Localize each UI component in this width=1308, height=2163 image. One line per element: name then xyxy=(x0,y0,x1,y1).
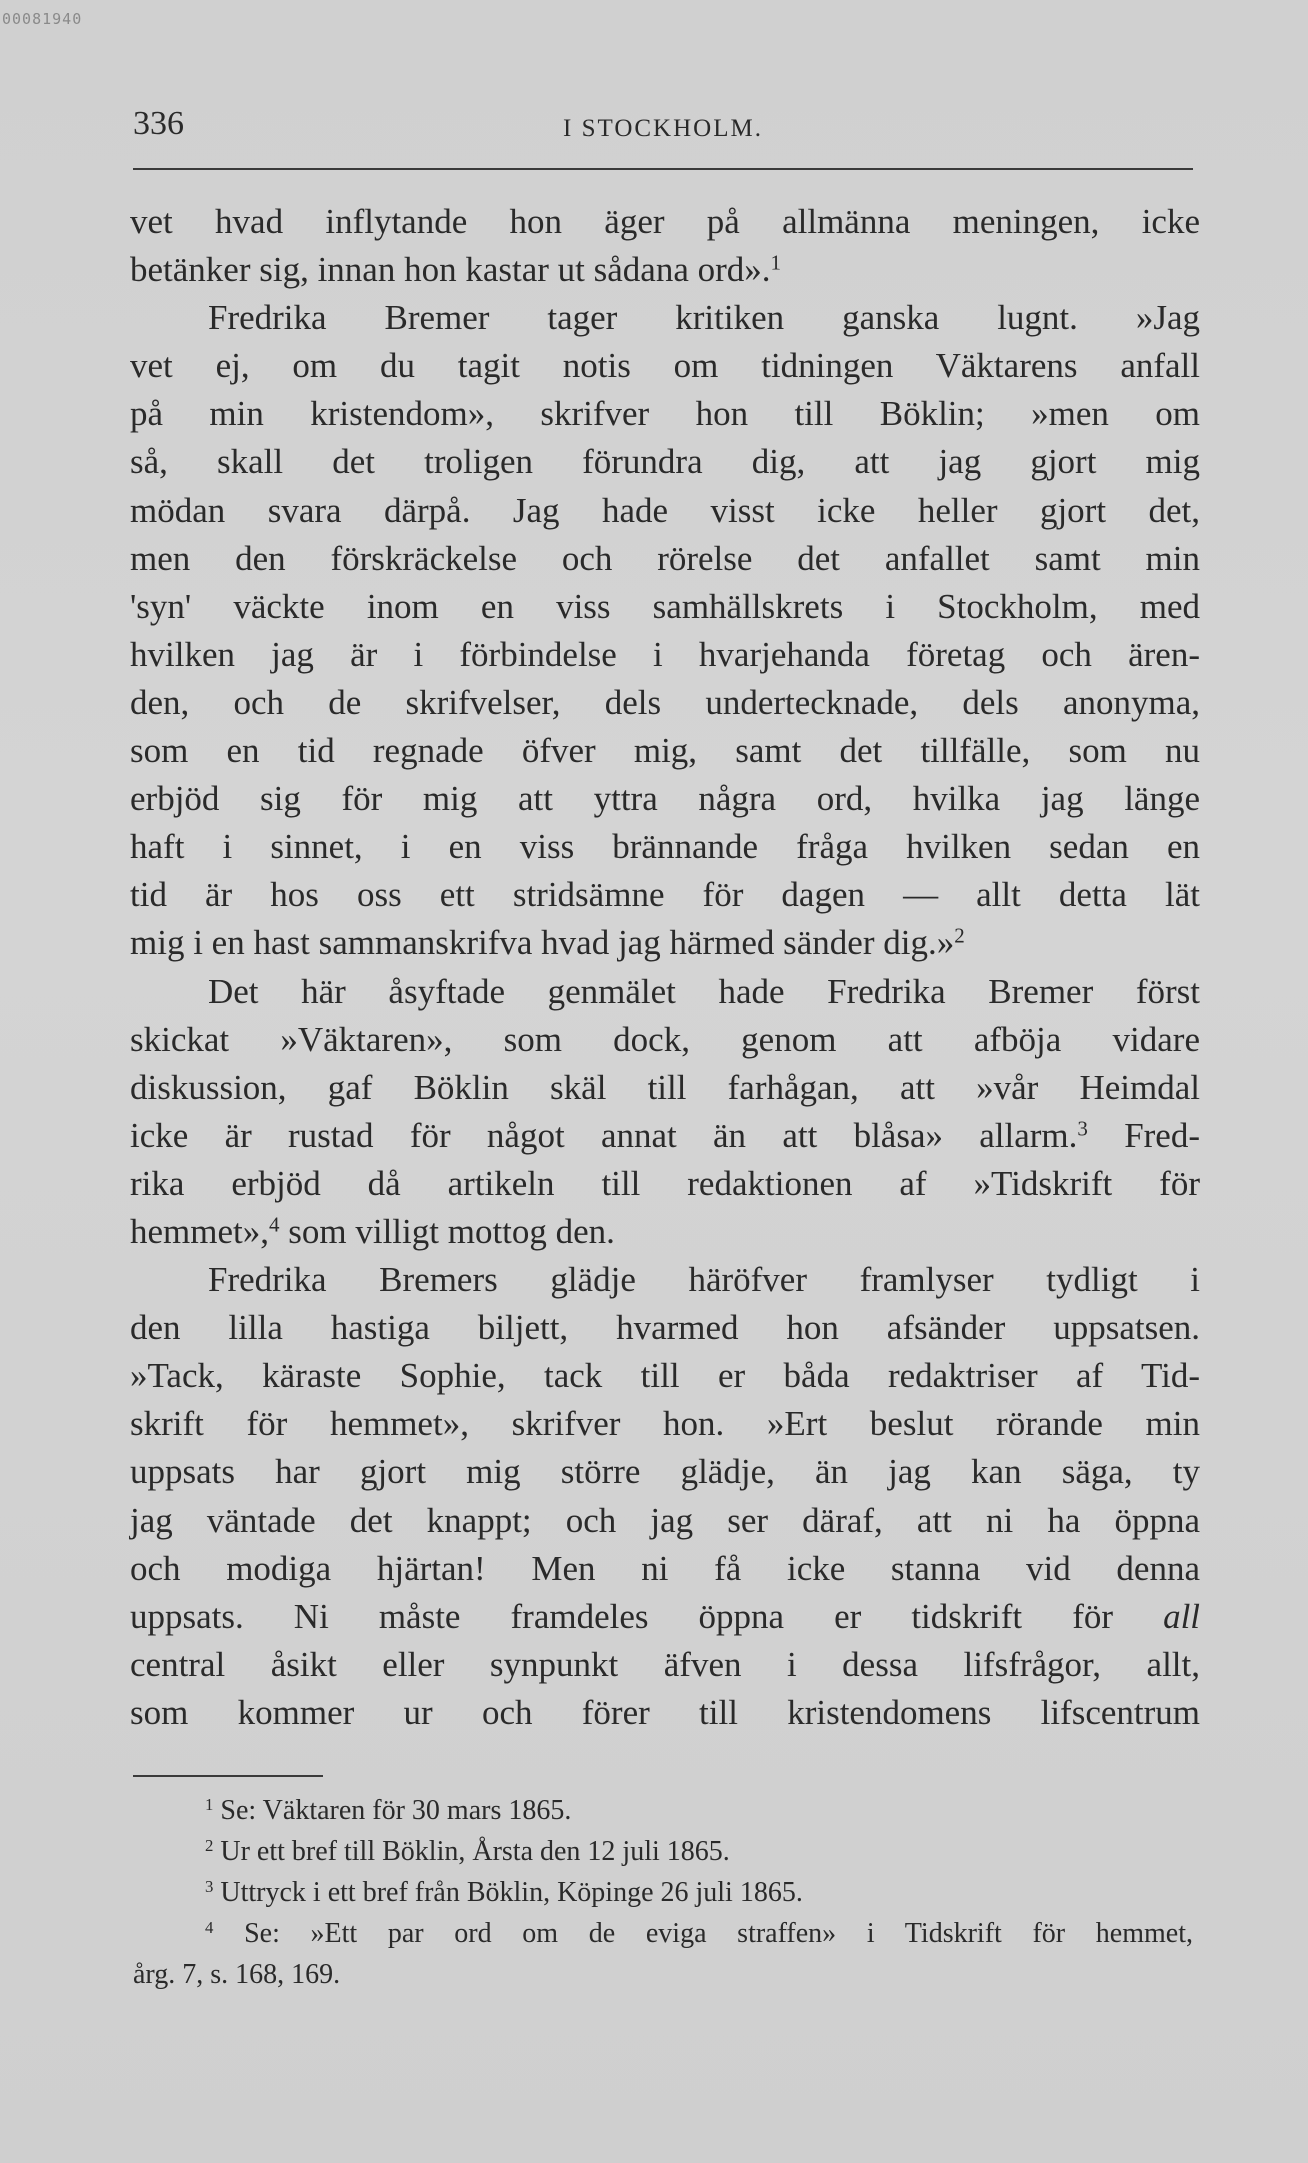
text-line: diskussion, gaf Böklin skäl till farhågan, att »vår Heimdal xyxy=(130,1067,1200,1107)
running-title: I STOCKHOLM. xyxy=(563,115,763,142)
text-line: Fredrika Bremers glädje häröfver framlyser tydligt i xyxy=(208,1260,1200,1300)
footnote-continuation: årg. 7, s. 168, 169. xyxy=(133,1959,341,1990)
text-line: rika erbjöd då artikeln till redaktionen af »Tidskrift för xyxy=(130,1163,1200,1203)
footnote: $^4$ Se: »Ett par ord om de eviga straffen» i Tidskrift för hemmet, xyxy=(205,1917,1194,1949)
text-line: jag väntade det knappt; och jag ser däraf, att ni ha öppna xyxy=(130,1500,1200,1540)
text-line: som en tid regnade öfver mig, samt det tillfälle, som nu xyxy=(130,731,1200,771)
footnote: $^3$ Uttryck i ett bref från Böklin, Köpinge 26 juli 1865. xyxy=(205,1876,803,1908)
footnote-ref: 3 xyxy=(1077,1116,1088,1141)
emphasis: all xyxy=(1163,1596,1201,1636)
text-line: haft i sinnet, i en viss brännande fråga hvilken sedan en xyxy=(130,827,1200,867)
header-rule xyxy=(133,168,1193,170)
text-line: vet hvad inflytande hon äger på allmänna meningen, icke xyxy=(130,202,1200,241)
text-line: hemmet»,$^4$ som villigt mottog den. xyxy=(130,1211,615,1251)
footnote-ref: 4 xyxy=(269,1212,280,1237)
text-line: Det här åsyftade genmälet hade Fredrika Bremer först xyxy=(208,971,1200,1011)
text-line: central åsikt eller synpunkt äfven i dessa lifsfrågor, allt, xyxy=(130,1644,1200,1684)
text-line: så, skall det troligen förundra dig, att jag gjort mig xyxy=(130,442,1200,482)
text-line: erbjöd sig för mig att yttra några ord, hvilka jag länge xyxy=(130,779,1200,819)
page-number: 336 xyxy=(133,105,184,142)
footnote-rule xyxy=(133,1775,323,1777)
text-line: betänker sig, innan hon kastar ut sådana ord».$^1$ xyxy=(130,250,782,290)
text-line: tid är hos oss ett stridsämne för dagen — allt detta lät xyxy=(130,875,1200,915)
text-line: Fredrika Bremer tager kritiken ganska lugnt. »Jag xyxy=(208,298,1200,338)
text-line: mödan svara därpå. Jag hade visst icke heller gjort det, xyxy=(130,490,1200,530)
footnote: $^1$ Se: Väktaren för 30 mars 1865. xyxy=(205,1794,572,1826)
text-line: den, och de skrifvelser, dels undertecknade, dels anonyma, xyxy=(130,682,1200,722)
scan-id: 00081940 xyxy=(2,10,83,28)
text-line: icke är rustad för något annat än att blåsa» allarm.$^3$ Fred- xyxy=(130,1115,1200,1155)
footnote-ref: 1 xyxy=(770,250,782,275)
text-line: uppsats. Ni måste framdeles öppna er tidskrift för all xyxy=(130,1596,1201,1636)
text-line: mig i en hast sammanskrifva hvad jag härmed sänder dig.»$^2$ xyxy=(130,923,965,963)
text-line: »Tack, käraste Sophie, tack till er båda redaktriser af Tid- xyxy=(130,1356,1200,1396)
text-line: som kommer ur och förer till kristendomens lifscentrum xyxy=(130,1692,1200,1732)
text-line: uppsats har gjort mig större glädje, än jag kan säga, ty xyxy=(130,1452,1200,1492)
text-line: vet ej, om du tagit notis om tidningen Väktarens anfall xyxy=(130,346,1200,386)
footnote: $^2$ Ur ett bref till Böklin, Årsta den 12 juli 1865. xyxy=(205,1835,730,1867)
text-line: 'syn' väckte inom en viss samhällskrets i Stockholm, med xyxy=(130,586,1200,626)
text-line: på min kristendom», skrifver hon till Böklin; »men om xyxy=(130,394,1200,434)
footnote-ref: 2 xyxy=(954,923,965,948)
footnotes xyxy=(133,1790,1193,1995)
text-line: skickat »Väktaren», som dock, genom att afböja vidare xyxy=(130,1019,1200,1059)
body-text xyxy=(130,198,1200,1737)
text-line: och modiga hjärtan! Men ni få icke stanna vid denna xyxy=(130,1548,1200,1588)
text-line: den lilla hastiga biljett, hvarmed hon afsänder uppsatsen. xyxy=(130,1308,1200,1348)
page-header xyxy=(133,105,1193,165)
text-line: hvilken jag är i förbindelse i hvarjehanda företag och ären- xyxy=(130,634,1200,674)
text-line: skrift för hemmet», skrifver hon. »Ert beslut rörande min xyxy=(130,1404,1200,1444)
text-line: men den förskräckelse och rörelse det anfallet samt min xyxy=(130,538,1200,578)
